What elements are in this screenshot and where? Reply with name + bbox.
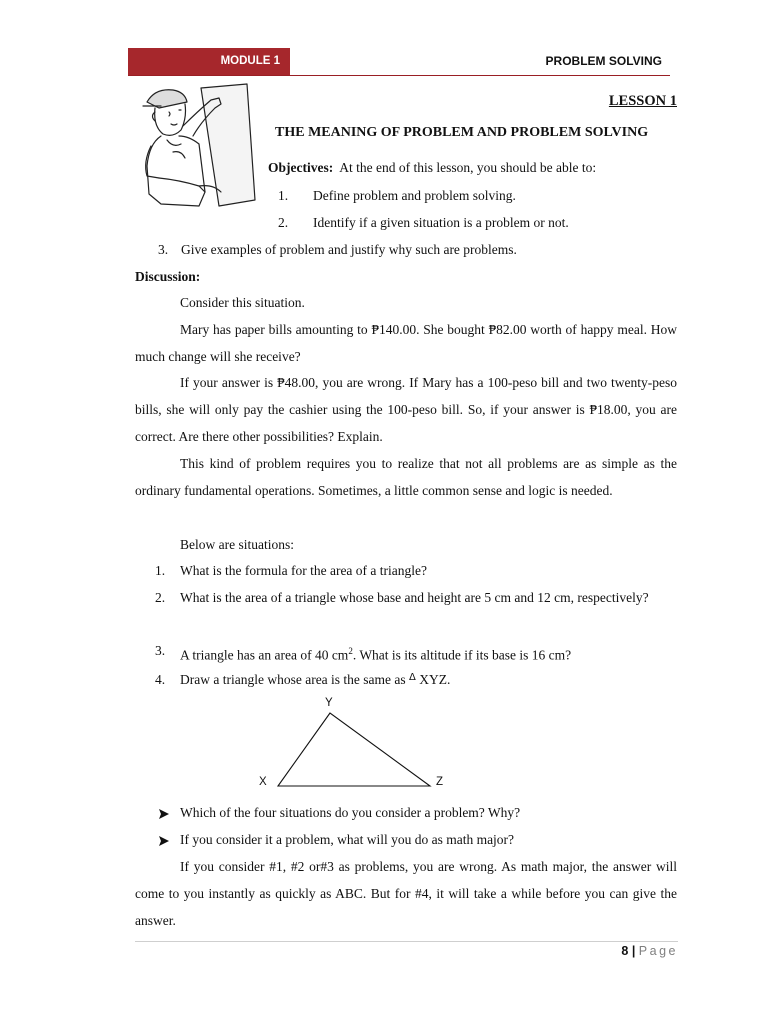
- objective-text: Give examples of problem and justify why such are problems.: [181, 242, 517, 257]
- vertex-label-y: Y: [325, 697, 333, 709]
- boy-holding-sign-illustration: [139, 82, 257, 214]
- discussion-paragraph: If your answer is ₱48.00, you are wrong. If Mary has a 100-peso bill and two twenty-peso bills, she will only pay the cashier using the 100-peso bill. So, if your answer is ₱18.00, you are correct. Are there other possibilities? Explain.: [135, 375, 677, 444]
- triangle-xyz-shape: [278, 713, 430, 786]
- objective-text: Define problem and problem solving.: [313, 188, 516, 203]
- situation-text-part: . What is its altitude if its base is 16 cm?: [352, 647, 572, 663]
- objective-text: Identify if a given situation is a problem or not.: [313, 215, 569, 230]
- triangle-symbol: Δ: [409, 672, 416, 683]
- discussion-paragraph: Consider this situation.: [180, 295, 305, 310]
- page-label: Page: [638, 944, 678, 958]
- question-text: Which of the four situations do you consider a problem? Why?: [180, 805, 521, 820]
- page-number: 8: [621, 944, 629, 958]
- arrow-bullet-icon: [158, 800, 170, 826]
- situation-number: 4.: [155, 672, 166, 687]
- triangle-xyz-figure: [270, 708, 440, 790]
- situation-text: [180, 638, 677, 669]
- lesson-number: LESSON 1: [608, 93, 677, 109]
- lesson-title: THE MEANING OF PROBLEM AND PROBLEM SOLVING: [275, 125, 649, 140]
- objective-item: [278, 188, 516, 204]
- header-title: PROBLEM SOLVING: [545, 54, 662, 68]
- page-header: [128, 48, 670, 76]
- question-text: If you consider it a problem, what will you do as math major?: [180, 832, 515, 847]
- footer-separator: |: [631, 944, 636, 958]
- footer-divider: [135, 941, 678, 942]
- situation-text: What is the area of a triangle whose base and height are 5 cm and 12 cm, respectively?: [180, 590, 649, 605]
- situation-number: 1.: [155, 563, 166, 578]
- arrow-bullet-icon: [158, 827, 170, 853]
- situation-number: 2.: [155, 590, 166, 605]
- situation-text-part: XYZ.: [419, 672, 451, 687]
- vertex-label-x: X: [259, 776, 267, 788]
- objective-number: 2.: [278, 215, 289, 230]
- page-footer: [621, 944, 678, 958]
- situation-text: [180, 667, 677, 696]
- objectives-label: Objectives:: [268, 160, 334, 175]
- situation-text: What is the formula for the area of a triangle?: [180, 563, 428, 578]
- situation-text-part: A triangle has an area of 40 cm: [180, 647, 349, 663]
- module-label: MODULE 1: [128, 48, 290, 75]
- superscript: 2: [348, 646, 353, 656]
- objective-number: 1.: [278, 188, 289, 203]
- objective-item: [278, 215, 569, 231]
- objectives-intro: [268, 160, 596, 176]
- objective-item: [158, 242, 517, 258]
- discussion-paragraph: Below are situations:: [180, 537, 294, 552]
- situation-number: 3.: [155, 643, 166, 658]
- discussion-heading: Discussion:: [135, 269, 201, 284]
- discussion-paragraph: If you consider #1, #2 or#3 as problems, you are wrong. As math major, the answer will come to you instantly as quickly as ABC. But for #4, it will take a while before you can give the answer.: [135, 859, 677, 928]
- vertex-label-z: Z: [436, 776, 444, 788]
- objective-number: 3.: [158, 242, 169, 257]
- discussion-paragraph: This kind of problem requires you to realize that not all problems are as simple as the ordinary fundamental operations. Sometimes, a little common sense and logic is needed.: [135, 456, 677, 498]
- discussion-paragraph: Mary has paper bills amounting to ₱140.00. She bought ₱82.00 worth of happy meal. How much change will she receive?: [135, 322, 677, 364]
- situation-text-part: Draw a triangle whose area is the same as: [180, 672, 410, 687]
- objectives-intro-text: At the end of this lesson, you should be able to:: [339, 160, 597, 175]
